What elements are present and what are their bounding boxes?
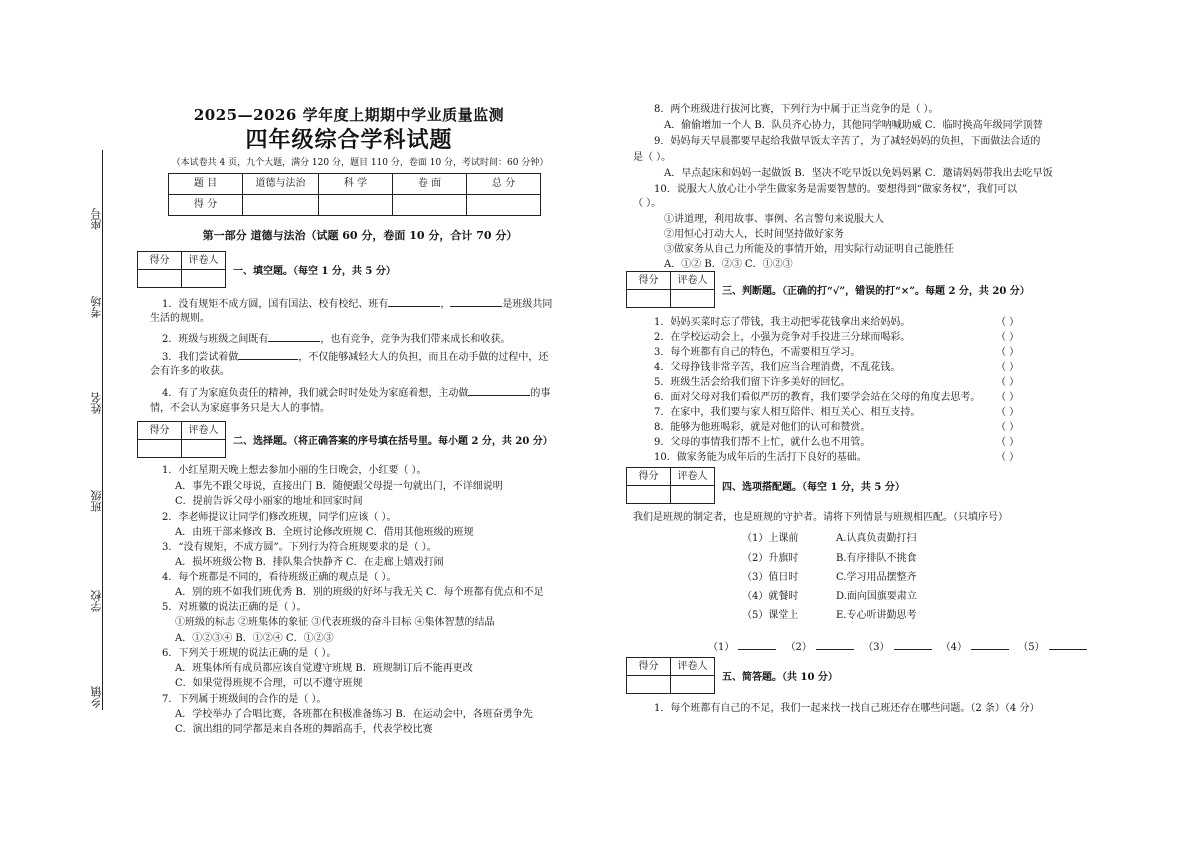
- grader-score-label: 得分: [138, 252, 182, 270]
- grader-reviewer-cell[interactable]: [671, 486, 715, 504]
- question-text: 会有许多的收获。: [150, 366, 230, 377]
- grader-score-cell[interactable]: [627, 486, 671, 504]
- section-intro: 我们是班规的制定者，也是班规的守护者。请将下列情景与班规相匹配。（只填序号）: [633, 512, 1008, 523]
- question-text: 7．下列属于班级间的合作的是（ ）。: [162, 694, 327, 705]
- question-part: ，不仅能够减轻大人的负担，而且在动手做的过程中，还: [298, 352, 549, 363]
- binding-label-school: 学校: [90, 590, 103, 612]
- option-text: ③做家务从自己力所能及的事情开始，用实际行动证明自己能胜任: [664, 244, 954, 255]
- question-text: （ ）。: [633, 198, 662, 209]
- score-input-cell[interactable]: [319, 195, 393, 216]
- grader-reviewer-label: 评卷人: [182, 422, 226, 440]
- answer-blank[interactable]: [450, 297, 502, 307]
- option-text: A．损坏班级公物 B．排队集合快静齐 C．在走廊上嬉戏打闹: [175, 557, 444, 568]
- part-title: 第一部分 道德与法治（试题 60 分，卷面 10 分，合计 70 分）: [202, 229, 518, 242]
- option-text: ①班级的标志 ②班集体的象征 ③代表班级的奋斗目标 ④集体智慧的结晶: [175, 617, 495, 628]
- answer-paren[interactable]: （ ）: [996, 407, 1020, 418]
- answer-paren[interactable]: （ ）: [996, 452, 1020, 463]
- score-table-score-row: [169, 195, 541, 216]
- judge-text: 3．每个班都有自己的特色，不需要相互学习。: [654, 347, 861, 358]
- grader-reviewer-cell[interactable]: [182, 270, 226, 288]
- match-answer-label: （2）: [785, 642, 812, 653]
- option-text: A．①②③④ B．①②④ C．①②③: [175, 633, 334, 644]
- judge-item: [654, 332, 1034, 344]
- option-text: A．事先不跟父母说，直接出门 B．随便跟父母提一句就出门，不详细说明: [175, 481, 503, 492]
- answer-paren[interactable]: （ ）: [996, 347, 1020, 358]
- match-left-item: （1）上课前: [742, 533, 799, 544]
- answer-blank[interactable]: [894, 640, 932, 650]
- match-answer-label: （4）: [940, 642, 968, 653]
- grader-reviewer-label: 评卷人: [671, 658, 715, 676]
- grader-score-label: 得分: [138, 422, 182, 440]
- option-text: C．演出组的同学都是来自各班的舞蹈高手，代表学校比赛: [175, 724, 433, 735]
- judge-text: 5．班级生活会给我们留下许多美好的回忆。: [654, 377, 851, 388]
- match-right-item: C.学习用品摆整齐: [836, 572, 917, 583]
- match-left-item: （5）课堂上: [742, 610, 799, 621]
- question-text: 是（ ）。: [633, 152, 672, 163]
- section-title: 三、判断题。（正确的打“√”，错误的打“×”。每题 2 分，共 20 分）: [722, 286, 1030, 297]
- answer-blank[interactable]: [738, 640, 776, 650]
- match-answer-label: （3）: [863, 642, 890, 653]
- match-left-item: （2）升旗时: [742, 553, 799, 564]
- question-text: [162, 332, 510, 346]
- grader-score-cell[interactable]: [138, 440, 182, 458]
- question-text: 生活的规则。: [150, 313, 210, 324]
- question-text: 8．两个班级进行拔河比赛，下列行为中属于正当竞争的是（ ）。: [654, 104, 939, 115]
- option-text: C．如果觉得班规不合理，可以不遵守班规: [175, 678, 363, 689]
- answer-paren[interactable]: （ ）: [996, 392, 1020, 403]
- match-left-item: （3）值日时: [742, 572, 799, 583]
- judge-text: 4．父母挣钱非常辛苦，我们应当合理消费，不乱花钱。: [654, 362, 901, 373]
- option-text: ①讲道理，利用故事、事例、名言警句来说服大人: [664, 214, 884, 225]
- section-title: 四、选项搭配题。（每空 1 分，共 5 分）: [722, 482, 905, 493]
- exam-info: （本试卷共 4 页，九个大题，满分 120 分，题目 110 分，卷面 10 分，考试时间：60 分钟）: [171, 158, 549, 168]
- judge-text: 9．父母的事情我们帮不上忙，就什么也不用管。: [654, 437, 871, 448]
- question-part: 是班级共同: [502, 299, 553, 310]
- option-text: A．班集体所有成员都应该自觉遵守班规 B．班规制订后不能再更改: [175, 663, 473, 674]
- judge-text: 10．做家务能为成年后的生活打下良好的基础。: [654, 452, 867, 463]
- question-part: ，: [440, 299, 451, 310]
- question-text: 2．李老师提议让同学们修改班规，同学们应该（ ）。: [162, 512, 397, 523]
- judge-text: 8．能够为他班喝彩，就是对他们的认可和赞赏。: [654, 422, 871, 433]
- grader-score-label: 得分: [627, 468, 671, 486]
- answer-blank[interactable]: [268, 332, 320, 342]
- exam-title: 四年级综合学科试题: [245, 127, 453, 153]
- grader-box: [137, 421, 226, 458]
- grader-box: [626, 467, 715, 504]
- score-cell: 总 分: [467, 174, 541, 195]
- score-cell: 得 分: [169, 195, 243, 216]
- grader-reviewer-label: 评卷人: [182, 252, 226, 270]
- question-text: 4．每个班都是不同的，看待班级正确的观点是（ ）。: [162, 572, 397, 583]
- answer-paren[interactable]: （ ）: [996, 422, 1020, 433]
- score-cell: 道德与法治: [243, 174, 319, 195]
- option-text: A．学校举办了合唱比赛，各班都在积极准备练习 B．在运动会中，各班奋勇争先: [175, 709, 533, 720]
- answer-paren[interactable]: （ ）: [996, 377, 1020, 388]
- question-text: 情，不会认为家庭事务只是大人的事情。: [150, 403, 330, 414]
- question-text: [162, 386, 550, 400]
- question-part: ，也有竞争，竞争为我们带来成长和收获。: [320, 334, 511, 345]
- question-part: 1．没有规矩不成方圆，国有国法、校有校纪、班有: [162, 299, 389, 310]
- score-cell: 科 学: [319, 174, 393, 195]
- grader-reviewer-label: 评卷人: [671, 468, 715, 486]
- binding-margin: [60, 150, 140, 730]
- answer-blank[interactable]: [238, 350, 298, 360]
- section-title: 五、简答题。（共 10 分）: [722, 672, 838, 683]
- grader-score-cell[interactable]: [627, 290, 671, 308]
- judge-item: [654, 317, 1034, 329]
- judge-text: 6．面对父母对我们看似严厉的教育，我们要学会站在父母的角度去思考。: [654, 392, 981, 403]
- option-text: ②用恒心打动大人，长时间坚持做好家务: [664, 229, 844, 240]
- score-cell: 卷 面: [393, 174, 467, 195]
- answer-paren[interactable]: （ ）: [996, 317, 1020, 328]
- score-input-cell[interactable]: [467, 195, 541, 216]
- question-text: 9．妈妈每天早晨都要早起给我做早饭太辛苦了，为了减轻妈妈的负担，下面做法合适的: [654, 136, 1041, 147]
- binding-label-class: 班级: [90, 490, 103, 512]
- answer-paren[interactable]: （ ）: [996, 437, 1020, 448]
- answer-blank[interactable]: [1049, 640, 1087, 650]
- answer-blank[interactable]: [468, 386, 530, 396]
- judge-item: [654, 392, 1034, 404]
- judge-item: [654, 437, 1034, 449]
- option-text: C．提前告诉父母小丽家的地址和回家时间: [175, 496, 363, 507]
- grader-reviewer-cell[interactable]: [671, 290, 715, 308]
- judge-item: [654, 362, 1034, 374]
- question-text: 5．对班徽的说法正确的是（ ）。: [162, 602, 307, 613]
- match-left-item: （4）就餐时: [742, 591, 799, 602]
- binding-line: [102, 150, 103, 710]
- question-text: [162, 297, 552, 311]
- match-right-item: E.专心听讲勤思考: [836, 610, 917, 621]
- question-text: 1．小红星期天晚上想去参加小丽的生日晚会，小红要（ ）。: [162, 465, 427, 476]
- question-part: 的事: [530, 388, 551, 399]
- grader-box: [626, 657, 715, 694]
- exam-term-title: 2025—2026 学年度上期期中学业质量监测: [193, 106, 505, 124]
- judge-item: [654, 407, 1034, 419]
- match-answer-label: （5）: [1018, 642, 1045, 653]
- grader-box: [626, 271, 715, 308]
- answer-paren[interactable]: （ ）: [996, 332, 1020, 343]
- question-text: 6．下列关于班规的说法正确的是（ ）。: [162, 648, 337, 659]
- question-text: [162, 350, 548, 364]
- question-text: 1．每个班都有自己的不足，我们一起来找一找自己班还存在哪些问题。（2 条）（4 分）: [654, 703, 1040, 714]
- grader-reviewer-cell[interactable]: [671, 676, 715, 694]
- judge-item: [654, 377, 1034, 389]
- match-answer-row: [708, 640, 1093, 654]
- grader-score-cell[interactable]: [138, 270, 182, 288]
- question-part: 4．有了为家庭负责任的精神，我们就会时时处处为家庭着想，主动做: [162, 388, 469, 399]
- match-answer-label: （1）: [708, 642, 735, 653]
- question-part: 3．我们尝试着做: [162, 352, 239, 363]
- match-right-item: D.面向国旗要肃立: [836, 591, 917, 602]
- judge-text: 7．在家中，我们要与家人相互陪伴、相互关心、相互支持。: [654, 407, 921, 418]
- score-cell: 题 目: [169, 174, 243, 195]
- grader-score-cell[interactable]: [627, 676, 671, 694]
- answer-paren[interactable]: （ ）: [996, 362, 1020, 373]
- option-text: A．①② B．②③ C．①②③: [664, 259, 793, 270]
- judge-item: [654, 452, 1034, 464]
- judge-text: 2．在学校运动会上，小强为竞争对手投进三分球而喝彩。: [654, 332, 911, 343]
- option-text: A．由班干部来修改 B．全班讨论修改班规 C．借用其他班级的班规: [175, 527, 474, 538]
- option-text: A．偷偷增加一个人 B．队员齐心协力，其他同学呐喊助威 C．临时换高年级同学顶替: [664, 120, 1043, 131]
- option-text: A．别的班不如我们班优秀 B．别的班级的好坏与我无关 C．每个班都有优点和不足: [175, 587, 544, 598]
- grader-reviewer-cell[interactable]: [182, 440, 226, 458]
- binding-label-seat: 座号: [90, 208, 103, 230]
- section-title: 一、填空题。（每空 1 分，共 5 分）: [233, 266, 396, 277]
- question-part: 2．班级与班级之间既有: [162, 334, 269, 345]
- binding-label-room: 考场: [90, 296, 103, 318]
- option-text: A．早点起床和妈妈一起做饭 B．坚决不吃早饭以免妈妈累 C．邀请妈妈带我出去吃早饭: [664, 168, 1053, 179]
- judge-text: 1．妈妈买菜时忘了带钱，我主动把零花钱拿出来给妈妈。: [654, 317, 911, 328]
- answer-blank[interactable]: [388, 297, 440, 307]
- match-right-item: B.有序排队不挑食: [836, 553, 917, 564]
- answer-blank[interactable]: [816, 640, 854, 650]
- judge-item: [654, 347, 1034, 359]
- score-table-header-row: [169, 174, 541, 195]
- section-title: 二、选择题。（将正确答案的序号填在括号里。每小题 2 分，共 20 分）: [233, 436, 553, 447]
- binding-label-town: 乡镇: [90, 686, 103, 708]
- grader-box: [137, 251, 226, 288]
- match-right-item: A.认真负责勤打扫: [836, 533, 917, 544]
- score-input-cell[interactable]: [393, 195, 467, 216]
- judge-item: [654, 422, 1034, 434]
- grader-reviewer-label: 评卷人: [671, 272, 715, 290]
- grader-score-label: 得分: [627, 272, 671, 290]
- grader-score-label: 得分: [627, 658, 671, 676]
- score-input-cell[interactable]: [243, 195, 319, 216]
- question-text: 10．说服大人放心让小学生做家务是需要智慧的。要想得到“做家务权”，我们可以: [654, 184, 1017, 195]
- binding-label-name: 姓名: [90, 392, 103, 414]
- answer-blank[interactable]: [971, 640, 1009, 650]
- question-text: 3．“没有规矩，不成方圆”。下列行为符合班规要求的是（ ）。: [162, 542, 437, 553]
- score-table: [168, 173, 541, 216]
